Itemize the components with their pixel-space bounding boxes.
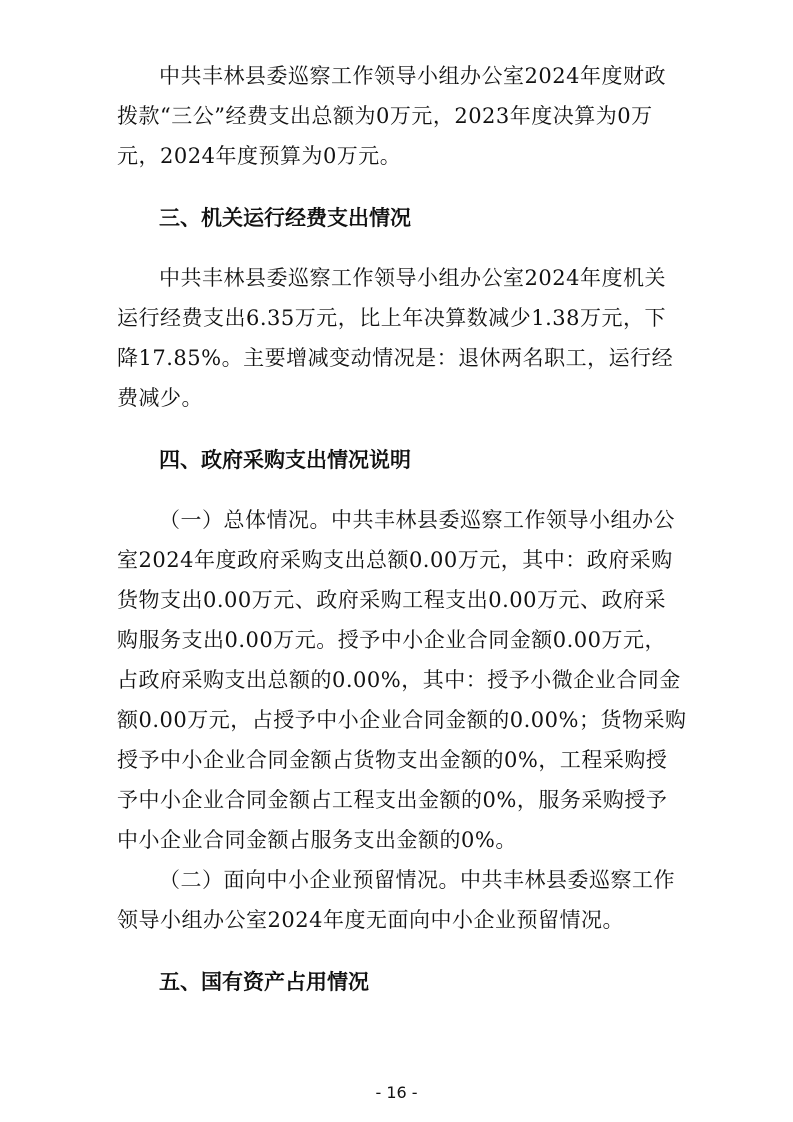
document-body <box>117 56 687 1022</box>
paragraph-operating-expenses: 中共丰林县委巡察工作领导小组办公室2024年度机关运行经费支出6.35万元，比上年决算数减少1.38万元，下降17.85%。主要增减变动情况是：退休两名职工，运行经费减少。 <box>117 266 674 410</box>
paragraph-sme-reservation: （二）面向中小企业预留情况。中共丰林县委巡察工作领导小组办公室2024年度无面向中小企业预留情况。 <box>117 868 675 932</box>
heading-government-procurement: 四、政府采购支出情况说明 <box>159 448 411 472</box>
paragraph-procurement-overview: （一）总体情况。中共丰林县委巡察工作领导小组办公室2024年度政府采购支出总额0.00万元，其中：政府采购货物支出0.00万元、政府采购工程支出0.00万元、政府采购服务支出0.00万元。授予中小企业合同金额0.00万元，占政府采购支出总额的0.00%，其中：授予小微企业合同金额0.00万元，占授予中小企业合同金额的0.00%；货物采购授予中小企业合同金额占货物支出金额的0%，工程采购授予中小企业合同金额占工程支出金额的0%，服务采购授予中小企业合同金额占服务支出金额的0%。 <box>117 508 687 852</box>
heading-state-assets: 五、国有资产占用情况 <box>159 970 369 994</box>
page-number: - 16 - <box>375 1083 418 1102</box>
heading-operating-expenses: 三、机关运行经费支出情况 <box>159 206 411 230</box>
paragraph-sangong-expenses: 中共丰林县委巡察工作领导小组办公室2024年度财政拨款“三公”经费支出总额为0万元，2023年度决算为0万元，2024年度预算为0万元。 <box>117 64 666 168</box>
